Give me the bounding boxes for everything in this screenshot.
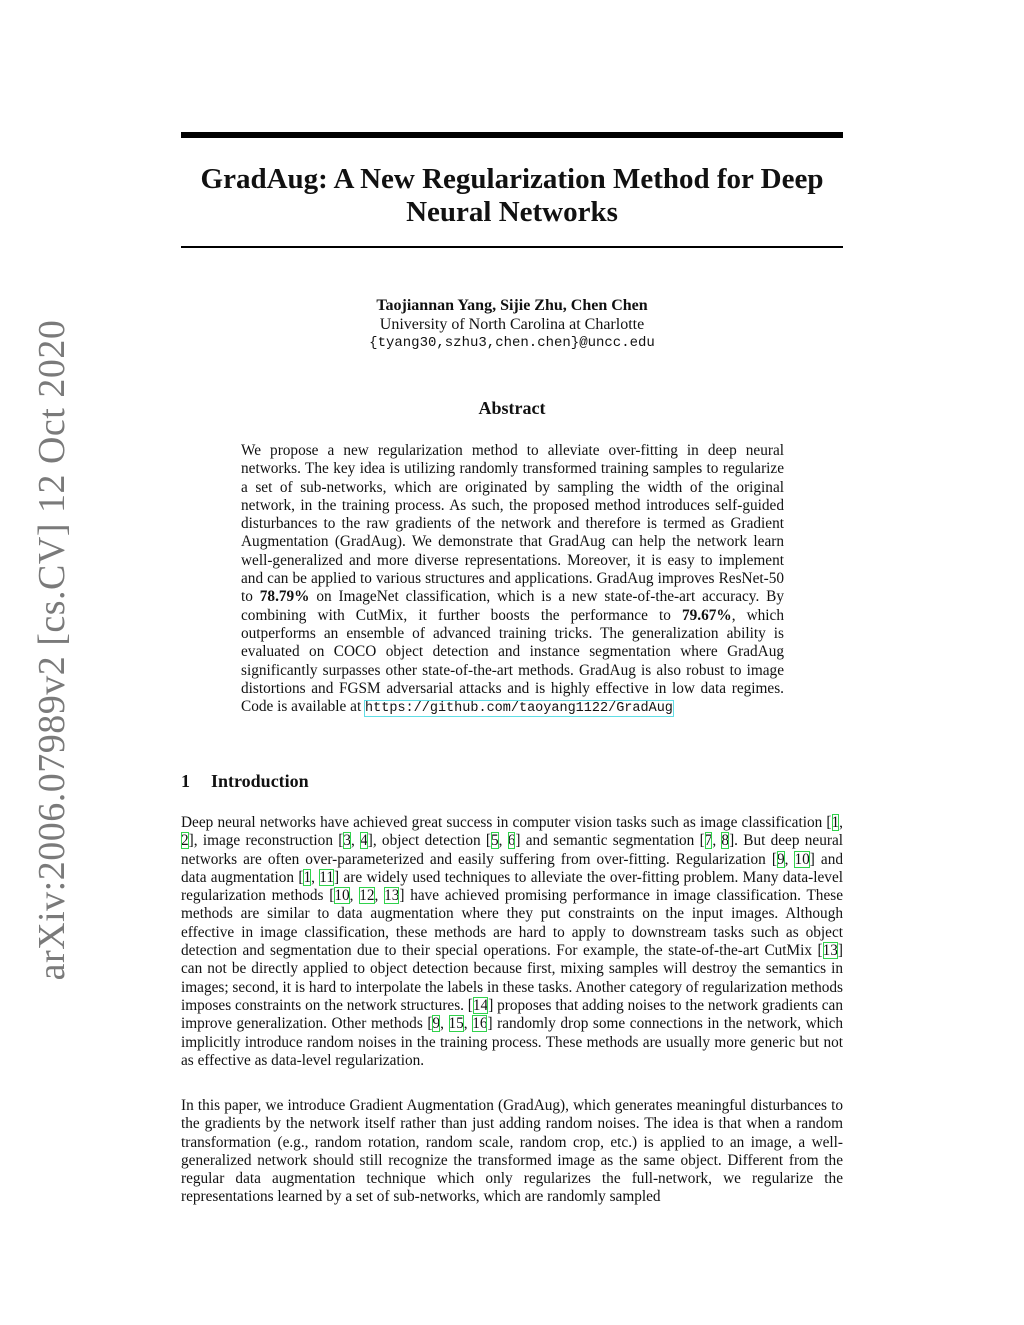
abstract-part-1: We propose a new regularization method to alleviate over-fitting in deep neural networks. The key idea is utilizing randomly transformed training samples to regularize a set of sub-networks, which are originated by sampling the width of the original network, in the training process. As such, the proposed method introduces self-guided disturbances to the raw gradients of the network and therefore is termed as Gradient Augmentation (GradAug). We demonstrate that GradAug can help the network learn well-generalized and more diverse representations. Moreover, it is easy to implement and can be applied to various structures and applications. GradAug improves ResNet-50 to [241, 442, 784, 606]
abstract-part-2: on ImageNet classification, which is a new state-of-the-art accuracy. By combining with CutMix, it further boosts the performance to [241, 588, 784, 624]
citation-link[interactable]: 1 [303, 868, 312, 886]
text-run: ], object detection [ [367, 832, 491, 850]
citation-link[interactable]: 16 [472, 1015, 488, 1033]
citation-link[interactable]: 2 [181, 832, 189, 850]
paper-title: GradAug: A New Regularization Method for Deep Neural Networks [200, 163, 824, 228]
text-run: ] and semantic segmentation [ [515, 832, 705, 850]
citation-link[interactable]: 1 [831, 814, 840, 831]
citation-link[interactable]: 5 [491, 832, 499, 850]
citation-link[interactable]: 13 [822, 942, 838, 960]
author-names: Taojiannan Yang, Sijie Zhu, Chen Chen [376, 297, 648, 314]
text-run: , [839, 814, 843, 831]
code-url-link[interactable]: https://github.com/taoyang1122/GradAug [365, 701, 673, 717]
text-run: ] proposes that adding noises to the network gradients can improve generalization. Other methods [ [181, 996, 843, 1033]
citation-link[interactable]: 8 [721, 832, 730, 850]
text-run: ] and data augmentation [ [181, 850, 843, 886]
citation-link[interactable]: 12 [359, 887, 375, 905]
citation-link[interactable]: 11 [319, 868, 335, 886]
accuracy-value-1: 78.79% [259, 588, 310, 606]
abstract-part-3: , which outperforms an ensemble of advanced training tricks. The generalization ability is evaluated on COCO object detection and instance segmentation where GradAug significantly surpasses other state-of-the-art methods. GradAug is also robust to image distortions and FGSM adversarial attacks and is highly effective in low data regimes. Code is available at [241, 606, 784, 716]
citation-link[interactable]: 3 [343, 832, 351, 850]
text-run: ]. But deep neural networks are often over-parameterized and easily suffering from over-fitting. Regularization [ [181, 832, 843, 868]
text-run: ] randomly drop some connections in the network, which implicitly introduce random noises in the training process. These methods are usually more generic but not as effective as data-level regularization. [181, 1015, 844, 1069]
author-email: {tyang30,szhu3,chen.chen}@uncc.edu [369, 335, 655, 351]
citation-link[interactable]: 9 [432, 1015, 441, 1033]
text-run: , [374, 887, 385, 905]
abstract-text [241, 442, 784, 718]
citation-link[interactable]: 14 [472, 996, 489, 1014]
text-run: ] are widely used techniques to alleviate the over-fitting problem. Many data-level regularization methods [ [181, 868, 843, 905]
text-run: ] can not be directly applied to object detection because first, mixing samples will destroy the semantics in images; second, it is hard to interpolate the labels in these tasks. Another category of regularization methods imposes constraints on the network structures. [ [181, 942, 843, 1014]
title-bottom-rule [181, 246, 843, 248]
citation-link[interactable]: 15 [448, 1015, 464, 1033]
text-run: , [498, 832, 508, 850]
citation-link[interactable]: 10 [334, 887, 350, 905]
citation-link[interactable]: 13 [384, 887, 400, 905]
abstract-heading: Abstract [478, 398, 546, 418]
section-title: Introduction [211, 771, 309, 791]
section-number: 1 [181, 771, 190, 791]
text-run: , [351, 832, 361, 850]
text-run: , [784, 850, 795, 868]
citation-link[interactable]: 6 [507, 832, 516, 850]
citation-link[interactable]: 9 [776, 850, 785, 868]
intro-paragraph-2: In this paper, we introduce Gradient Augmentation (GradAug), which generates meaningful disturbances to the gradients by the network itself rather than just adding random noises. The idea is that when a random transformation (e.g., random rotation, random scale, random crop, etc.) is applied to an image, a well-generalized network should still recognize the transformed image as the same object. Different from the regular data augmentation technique which only regularizes the full-network, we regularize the representations learned by a set of sub-networks, which are randomly sampled [181, 1097, 843, 1206]
text-run: , [349, 887, 360, 905]
title-top-rule [181, 132, 843, 138]
text-run: , [463, 1015, 473, 1033]
text-run: , [712, 832, 722, 850]
citation-link[interactable]: 10 [794, 850, 810, 868]
citation-link[interactable]: 7 [704, 832, 713, 850]
text-run: ] have achieved promising performance in image classification. These methods are similar to data augmentation where they put constraints on the input images. Although effective in image classification, these methods are hard to apply to downstream tasks such as object detection and segmentation due to their special operations. For example, the state-of-the-art CutMix [ [181, 887, 843, 960]
text-run: , [311, 868, 320, 886]
arxiv-identifier: arXiv:2006.07989v2 [cs.CV] 12 Oct 2020 [31, 319, 73, 981]
text-run: ], image reconstruction [ [188, 832, 344, 850]
affiliation: University of North Carolina at Charlotte [379, 316, 645, 333]
citation-link[interactable]: 4 [360, 832, 368, 850]
section-heading [181, 771, 309, 792]
text-run: Deep neural networks have achieved great success in computer vision tasks such as image classification [ [181, 814, 832, 831]
accuracy-value-2: 79.67% [681, 606, 732, 624]
intro-paragraph-1 [181, 814, 843, 1070]
author-block [181, 296, 843, 353]
text-run: , [440, 1015, 449, 1033]
